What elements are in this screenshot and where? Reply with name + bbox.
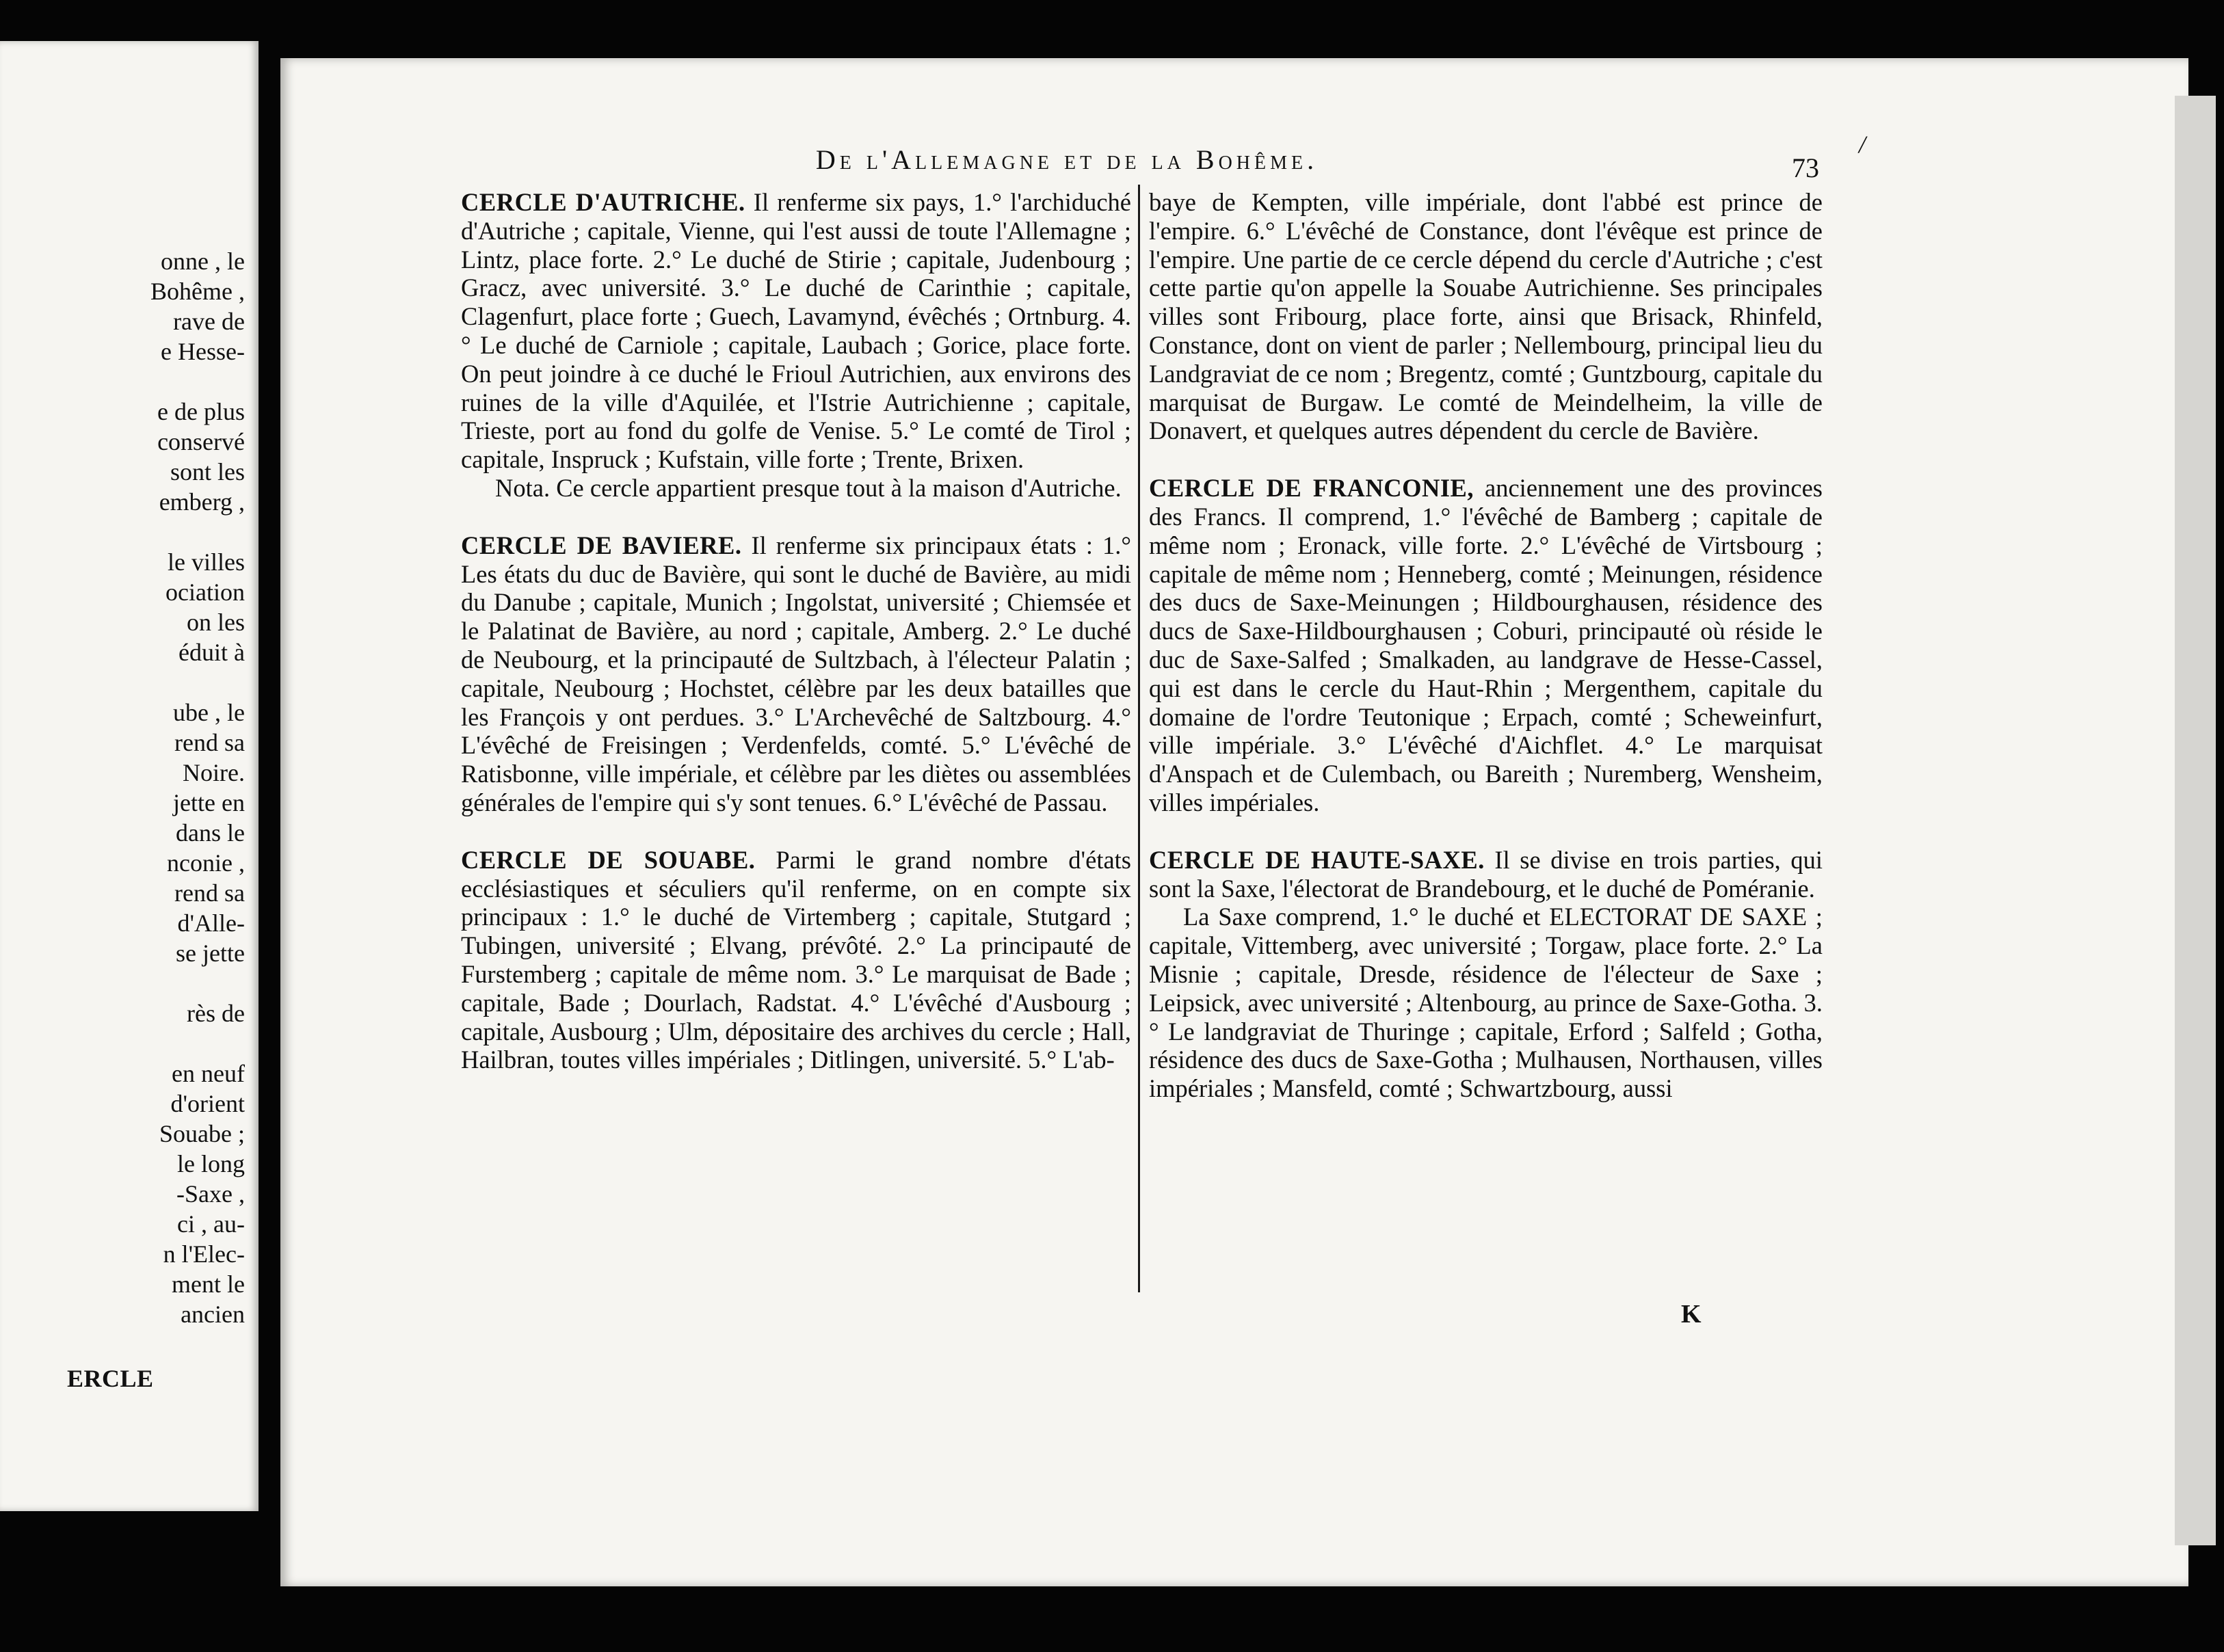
paragraph-text: La Saxe comprend, 1.° le duché et ELECTORAT DE SAXE ; capitale, Vittemberg, avec université ; Torgaw, place forte. 2.° La Misnie ; capitale, Dresde, résidence de l'électeur de Saxe ; Leipsick, avec université ; Altenbourg, au prince de Saxe-Gotha. 3.° Le landgraviat de Thuringe ; capitale, Erford ; Salfeld ; Gotha, résidence des ducs de Saxe-Gotha ; Mulhausen, Northausen, villes impériales ; Mansfeld, comté ; Schwartzbourg, aussi bbox=[1149, 903, 1823, 1103]
left-page-line: éduit à bbox=[178, 639, 245, 666]
left-page-line: e de plus bbox=[157, 398, 245, 425]
paragraph bbox=[1149, 188, 1823, 445]
left-page-line: d'orient bbox=[170, 1090, 245, 1117]
paragraph-text: Nota. Ce cercle appartient presque tout à la maison d'Autriche. bbox=[495, 473, 1122, 502]
page-number: 73 bbox=[1792, 152, 1819, 183]
left-page-line: d'Alle- bbox=[177, 909, 245, 937]
section-heading: CERCLE DE HAUTE-SAXE. bbox=[1149, 845, 1485, 874]
section-heading: CERCLE DE FRANCONIE, bbox=[1149, 474, 1474, 503]
running-head: De l'Allemagne et de la Bohême. bbox=[815, 144, 1319, 175]
left-page-line: ube , le bbox=[173, 699, 245, 726]
left-page-line bbox=[67, 367, 245, 397]
paragraph-gap bbox=[1149, 817, 1823, 846]
left-page-line: rès de bbox=[187, 1000, 245, 1027]
left-column bbox=[461, 188, 1131, 1074]
left-page-line bbox=[67, 667, 245, 697]
left-page-line: nconie , bbox=[167, 849, 245, 877]
paragraph-text: Il renferme six pays, 1.° l'archiduché d'Autriche ; capitale, Vienne, qui l'est aussi de toute l'Allemagne ; Lintz, place forte. 2.° Le duché de Stirie ; capitale, Judenbourg ; Gracz, avec université. 3.° Le duché de Carinthie ; capitale, Clagenfurt, place forte ; Guech, Lavamynd, évêchés ; Ortnburg. 4.° Le duché de Carniole ; capitale, Laubach ; Gorice, place forte. On peut joindre à ce duché le Frioul Autrichien, aux environs des ruines de la ville d'Aquilée, et l'Istrie Autrichienne ; capitale, Trieste, port au fond du golfe de Venise. 5.° Le comté de Tirol ; capitale, Inspruck ; Kufstain, ville forte ; Trente, Brixen. bbox=[461, 188, 1131, 474]
signature-mark: K bbox=[1681, 1300, 1702, 1329]
paragraph-gap bbox=[461, 503, 1131, 531]
left-page-text bbox=[67, 246, 245, 1394]
section-heading: CERCLE D'AUTRICHE. bbox=[461, 188, 745, 216]
left-page-line: ociation bbox=[166, 578, 245, 606]
left-page-line: on les bbox=[187, 609, 245, 636]
paragraph-text: anciennement une des provinces des Francs. Il comprend, 1.° l'évêché de Bamberg ; capitale de même nom ; Eronack, ville forte. 2.° L'évêché de Virtsbourg ; capitale de même nom ; Henneberg, comté ; Meinungen, résidence des ducs de Saxe-Meinungen ; Hildbourghausen, résidence des ducs de Saxe-Hildbourghausen ; Coburi, principauté où réside le duc de Saxe-Salfed ; Smalkaden, au landgrave de Hesse-Cassel, qui est dans le cercle du Haut-Rhin ; Mergenthem, capitale du domaine de l'ordre Teutonique ; Erpach, comté ; Scheweinfurt, ville impériale. 3.° L'évêché d'Aichflet. 4.° Le marquisat d'Anspach et de Culembach, ou Bareith ; Nuremberg, Wensheim, villes impériales. bbox=[1149, 474, 1823, 816]
left-page-line: rend sa bbox=[174, 879, 245, 907]
paragraph-gap bbox=[1149, 445, 1823, 474]
left-page-line: n l'Elec- bbox=[163, 1240, 245, 1268]
paragraph bbox=[1149, 474, 1823, 817]
paragraph bbox=[461, 531, 1131, 817]
column-divider bbox=[1138, 185, 1140, 1292]
left-page-line: jette en bbox=[173, 789, 245, 816]
paragraph bbox=[1149, 846, 1823, 903]
margin-mark: / bbox=[1859, 131, 1866, 158]
paragraph-text: Il renferme six principaux états : 1.° Les états du duc de Bavière, qui sont le duché de Bavière, au midi du Danube ; capitale, Munich ; Ingolstat, université ; Chiemsée et le Palatinat de Bavière, au nord ; capitale, Amberg. 2.° Le duché de Neubourg, et la principauté de Sultzbach, à l'électeur Palatin ; capitale, Neubourg ; Hochstet, célèbre par les deux batailles que les François y ont perdues. 3.° L'Archevêché de Saltzbourg. 4.° L'évêché de Freisingen ; Verdenfelds, comté. 5.° L'évêché de Ratisbonne, ville impériale, et célèbre par les diètes ou assemblées générales de l'empire qui s'y sont tenues. 6.° L'évêché de Passau. bbox=[461, 531, 1131, 816]
left-page-line: Noire. bbox=[183, 759, 245, 786]
left-page-line bbox=[67, 517, 245, 547]
paragraph-text: baye de Kempten, ville impériale, dont l'abbé est prince de l'empire. 6.° L'évêché de Constance, dont l'évêque est prince de l'empire. Une partie de ce cercle dépend du cercle d'Autriche ; c'est cette partie qu'on appelle la Souabe Autrichienne. Ses principales villes sont Fribourg, place forte, ainsi que Brisack, Rhinfeld, Constance, dont on vient de parler ; Nellembourg, principal lieu du Landgraviat de ce nom ; Bregentz, comté ; Guntzbourg, capitale du marquisat de Burgaw. Le comté de Meindelheim, la ville de Donavert, et quelques autres dépendent du cercle de Bavière. bbox=[1149, 188, 1823, 445]
section-heading: CERCLE DE SOUABE. bbox=[461, 845, 756, 874]
left-page-line: rave de bbox=[173, 308, 245, 335]
left-page-line: onne , le bbox=[161, 248, 245, 275]
left-page-line: se jette bbox=[176, 940, 245, 967]
left-page-line: le villes bbox=[168, 548, 245, 576]
paragraph bbox=[461, 188, 1131, 474]
left-page-line: emberg , bbox=[159, 488, 245, 516]
left-page-line: ancien bbox=[181, 1301, 245, 1328]
left-page-footer-word: ERCLE bbox=[67, 1365, 154, 1392]
section-heading: CERCLE DE BAVIERE. bbox=[461, 531, 742, 559]
left-page-line bbox=[67, 1028, 245, 1058]
left-page-line bbox=[67, 968, 245, 998]
left-page-line: Bohême , bbox=[150, 278, 245, 305]
paragraph bbox=[461, 846, 1131, 1074]
left-page-line: sont les bbox=[170, 458, 245, 485]
left-page-line: Souabe ; bbox=[159, 1120, 245, 1147]
left-page-line: en neuf bbox=[172, 1060, 245, 1087]
right-column bbox=[1149, 188, 1823, 1103]
left-page-line: conservé bbox=[157, 428, 245, 455]
paragraph-gap bbox=[461, 817, 1131, 846]
left-page-line: le long bbox=[177, 1150, 245, 1177]
paragraph bbox=[1149, 903, 1823, 1103]
left-page-line: dans le bbox=[176, 819, 245, 847]
left-page-line: ment le bbox=[172, 1270, 245, 1298]
paragraph bbox=[461, 474, 1131, 503]
page-edge bbox=[2175, 96, 2216, 1545]
paragraph-text: Il se divise en trois parties, qui sont la Saxe, l'électorat de Brandebourg, et le duché de Poméranie. bbox=[1149, 845, 1823, 903]
left-page-line: rend sa bbox=[174, 729, 245, 756]
left-page bbox=[0, 41, 259, 1511]
paragraph-text: Parmi le grand nombre d'états ecclésiastiques et séculiers qu'il renferme, on en compte six principaux : 1.° le duché de Virtemberg ; capitale, Stutgard ; Tubingen, université ; Elvang, prévôté. 2.° La principauté de Furstemberg ; capitale de même nom. 3.° Le marquisat de Bade ; capitale, Bade ; Dourlach, Radstat. 4.° L'évêché d'Ausbourg ; capitale, Ausbourg ; Ulm, dépositaire des archives du cercle ; Hall, Hailbran, toutes villes impériales ; Ditlingen, université. 5.° L'ab- bbox=[461, 845, 1132, 1074]
left-page-line: e Hesse- bbox=[161, 338, 245, 365]
left-page-line: ci , au- bbox=[177, 1210, 245, 1238]
left-page-line: -Saxe , bbox=[176, 1180, 245, 1208]
